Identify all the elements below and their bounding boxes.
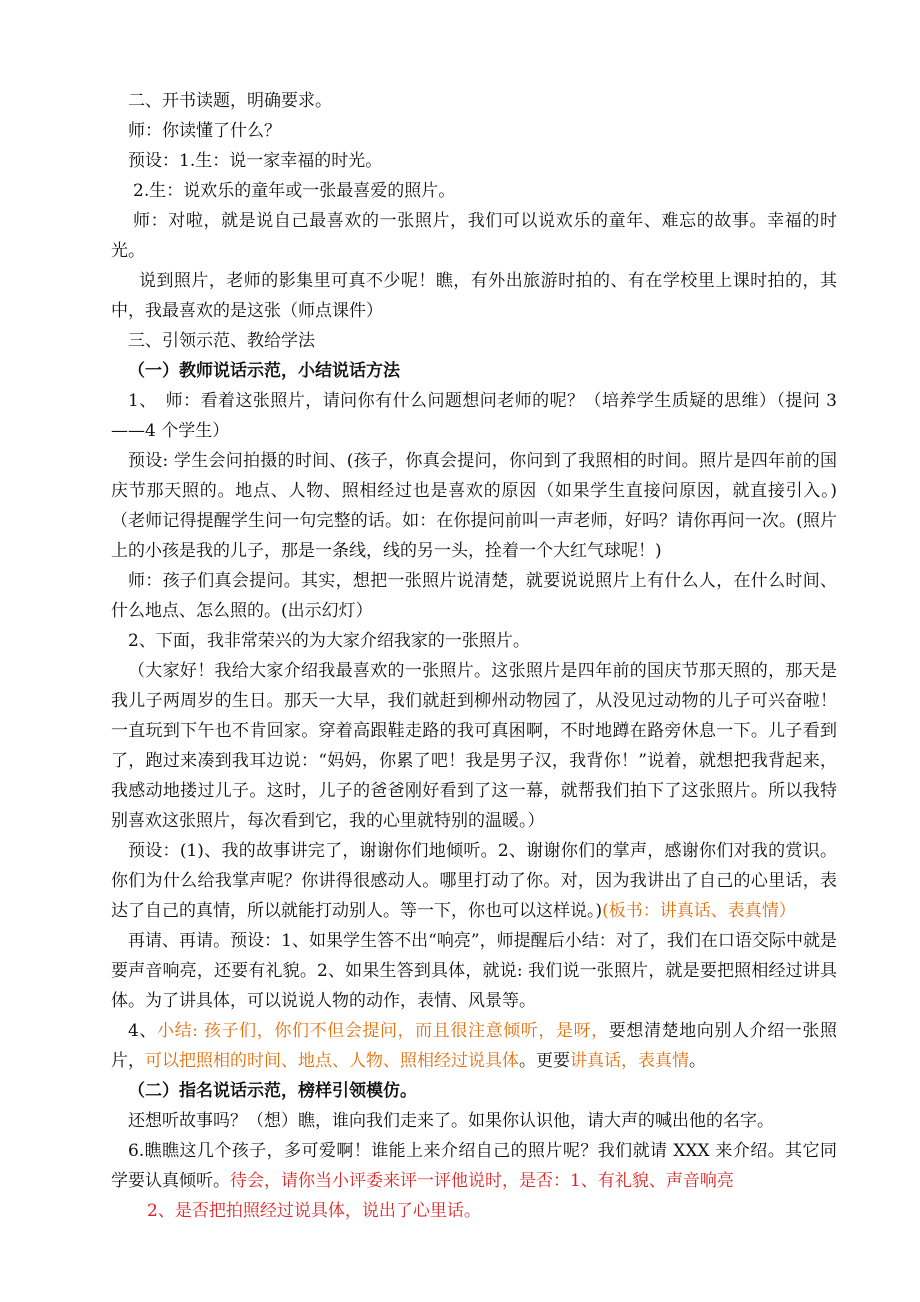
story-paragraph: （大家好！我给大家介绍我最喜欢的一张照片。这张照片是四年前的国庆节那天照的，那天是我儿子两周岁的生日。那天一大早，我们就赶到柳州动物园了，从没见过动物的儿子可兴奋啦！一直玩到下午也不肯回家。穿着高跟鞋走路的我可真困啊，不时地蹲在路旁休息一下。儿子看到了，跑过来凑到我耳边说：“妈妈，你累了吧！我是男子汉，我背你！”说着，就想把我背起来，我感动地搂过儿子。这时，儿子的爸爸刚好看到了这一幕，就帮我们拍下了这张照片。所以我特别喜欢这张照片，每次看到它，我的心里就特别的温暖。） [111,661,837,831]
preset-feedback-text: 预设：(1)、我的故事讲完了，谢谢你们地倾听。2、谢谢你们的掌声，感谢你们对我的赏识。你们为什么给我掌声呢？你讲得很感动人。哪里打动了你。对，因为我讲出了自己的心里话，表达了自己的真情，所以就能打动别人。等一下，你也可以这样说。) [111,841,837,921]
repeat-paragraph: 再请、再请。预设：1、如果学生答不出“响亮”，师提醒后小结：对了，我们在口语交际中就是要声音响亮，还要有礼貌。2、如果生答到具体，就说: 我们说一张照片，就是要把照相经过讲具体。为了讲具体，可以说说人物的动作，表情、风景等。 [111,931,837,1011]
photo-intro-paragraph: 说到照片，老师的影集里可真不少呢！瞧，有外出旅游时拍的、有在学校里上课时拍的，其中，我最喜欢的是这张（师点课件） [111,271,837,321]
teacher-response: 师：对啦，就是说自己最喜欢的一张照片，我们可以说欢乐的童年、难忘的故事。幸福的时光。 [111,211,837,261]
summary-highlight: 小结: 孩子们，你们不但会提问，而且很注意倾听，是呀， [157,1021,609,1041]
preset-feedback-paragraph [111,836,837,926]
summary-truth-highlight: 讲真话，表真情 [570,1051,689,1071]
judge-criteria-1: 待会，请你当小评委来评一评他说时，是否：1、有礼貌、声音响亮 [230,1171,734,1191]
summary-text: 要想清楚地向别人介绍一张照片， [111,1021,838,1071]
preset-answer-2: 2.生：说欢乐的童年或一张最喜爱的照片。 [133,181,456,201]
story-prompt-paragraph: 还想听故事吗？（想）瞧，谁向我们走来了。如果你认识他，请大声的喊出他的名字。 [128,1111,774,1131]
preset-paragraph: 预设: 学生会问拍摄的时间、(孩子，你真会提问，你问到了我照相的时间。照片是四年前的国庆节那天照的。地点、人物、照相经过也是喜欢的原因（如果学生直接问原因，就直接引入。)（老师记得提醒学生问一句完整的话。如：在你提问前叫一声老师，好吗？请你再问一次。(照片上的小孩是我的儿子，那是一条线，线的另一头，拴着一个大红气球呢！) [111,451,837,561]
section-heading-3: 三、引领示范、教给学法 [128,331,315,351]
subsection-heading-1: （一）教师说话示范，小结说话方法 [128,361,400,381]
step-4-number: 4、 [128,1021,158,1041]
preset-answer-1: 预设：1.生：说一家幸福的时光。 [128,151,383,171]
step-6-text: 6.瞧瞧这几个孩子，多可爱啊！谁能上来介绍自己的照片呢？我们就请 XXX 来介绍。其它同学要认真倾听。 [111,1141,837,1191]
teacher-summary-paragraph: 师：孩子们真会提问。其实，想把一张照片说清楚，就要说说照片上有什么人，在什么时间、什么地点、怎么照的。(出示幻灯） [111,571,837,621]
step-4-paragraph [111,1016,837,1076]
judge-criteria-2: 2、是否把拍照经过说具体，说出了心里话。 [147,1201,481,1221]
subsection-heading-2: （二）指名说话示范，榜样引领模仿。 [128,1081,417,1101]
document-body [111,86,837,1226]
step-6-paragraph [111,1136,837,1196]
summary-text-2: 。更要 [519,1051,570,1071]
step-2-paragraph: 2、下面，我非常荣兴的为大家介绍我家的一张照片。 [128,631,530,651]
summary-end: 。 [689,1051,706,1071]
board-note: (板书：讲真话、表真情） [602,901,796,921]
teacher-question: 师：你读懂了什么？ [128,121,281,141]
section-heading-2: 二、开书读题，明确要求。 [128,91,332,111]
step-1-paragraph: 1、 师：看着这张照片，请问你有什么问题想问老师的呢？（培养学生质疑的思维）（提问 3——4 个学生） [111,391,837,441]
summary-method-highlight: 可以把照相的时间、地点、人物、照相经过说具体 [145,1051,519,1071]
